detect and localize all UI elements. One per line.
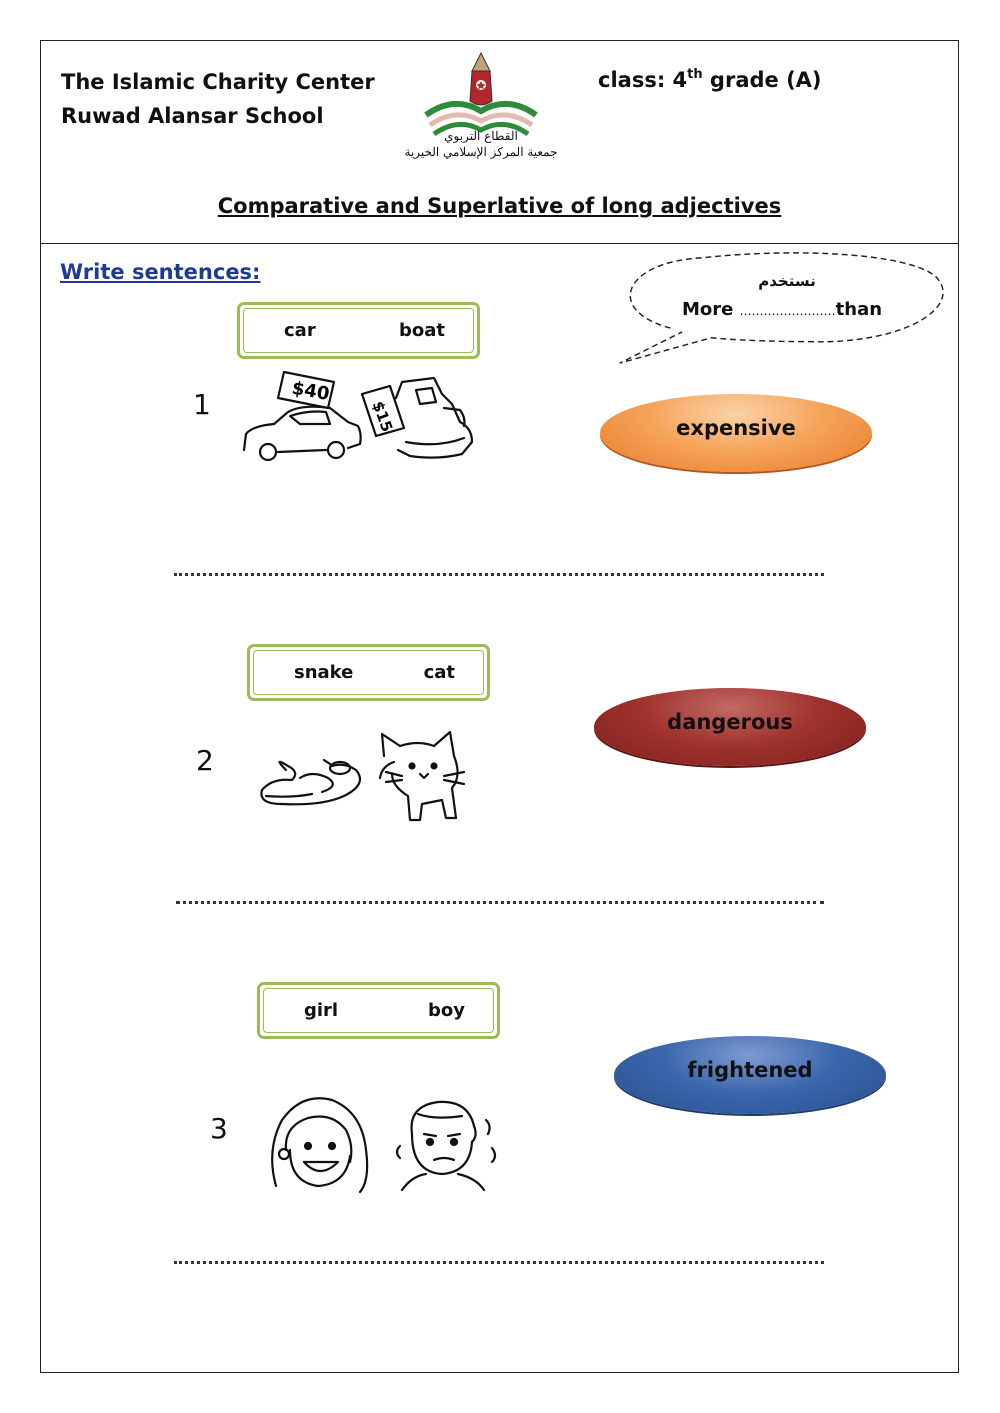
car-and-boat-icon xyxy=(238,368,480,466)
word-box-3 xyxy=(257,982,500,1039)
hint-blank: …………………… xyxy=(739,304,836,318)
class-prefix: class: 4 xyxy=(598,68,688,92)
answer-line-1[interactable] xyxy=(174,572,824,576)
word-b: cat xyxy=(423,662,455,683)
girl-and-boy-icon xyxy=(262,1090,514,1200)
item-number: 3 xyxy=(210,1112,228,1145)
page-title: Comparative and Superlative of long adjectives xyxy=(217,194,782,218)
snake-and-cat-icon xyxy=(252,726,478,826)
word-box-1 xyxy=(237,302,480,359)
worksheet-header xyxy=(41,41,958,244)
answer-line-3[interactable] xyxy=(174,1260,824,1264)
item-number: 2 xyxy=(196,744,214,777)
hint-word-more: More xyxy=(682,299,734,320)
class-info xyxy=(598,65,822,95)
word-a: car xyxy=(284,320,316,341)
school-line-1: The Islamic Charity Center xyxy=(61,70,375,94)
item-number: 1 xyxy=(193,388,211,421)
logo-caption-line-2: جمعية المركز الإسلامي الخيرية xyxy=(404,145,558,159)
price-tag-a: $40 xyxy=(290,377,331,405)
word-b: boy xyxy=(428,1000,465,1021)
answer-line-2[interactable] xyxy=(176,900,824,904)
logo-caption xyxy=(401,128,561,160)
word-b: boat xyxy=(398,320,445,341)
price-tag-b: $15 xyxy=(368,398,397,435)
word-box-2 xyxy=(247,644,490,701)
logo-caption-line-1: القطاع التربوي xyxy=(444,129,518,143)
instruction-text: Write sentences: xyxy=(60,260,261,284)
class-suffix: grade (A) xyxy=(702,68,822,92)
school-name xyxy=(61,65,375,133)
class-superscript: th xyxy=(687,67,703,82)
adjective-oval-dangerous: dangerous xyxy=(594,688,866,766)
hint-pattern xyxy=(682,299,932,320)
hint-arabic-word: نستخدم xyxy=(758,272,816,290)
school-line-2: Ruwad Alansar School xyxy=(61,104,324,128)
adjective-oval-frightened: frightened xyxy=(614,1036,886,1114)
word-a: girl xyxy=(304,1000,339,1021)
hint-word-than: than xyxy=(835,299,883,320)
adjective-oval-expensive: expensive xyxy=(600,394,872,472)
word-a: snake xyxy=(294,662,354,683)
